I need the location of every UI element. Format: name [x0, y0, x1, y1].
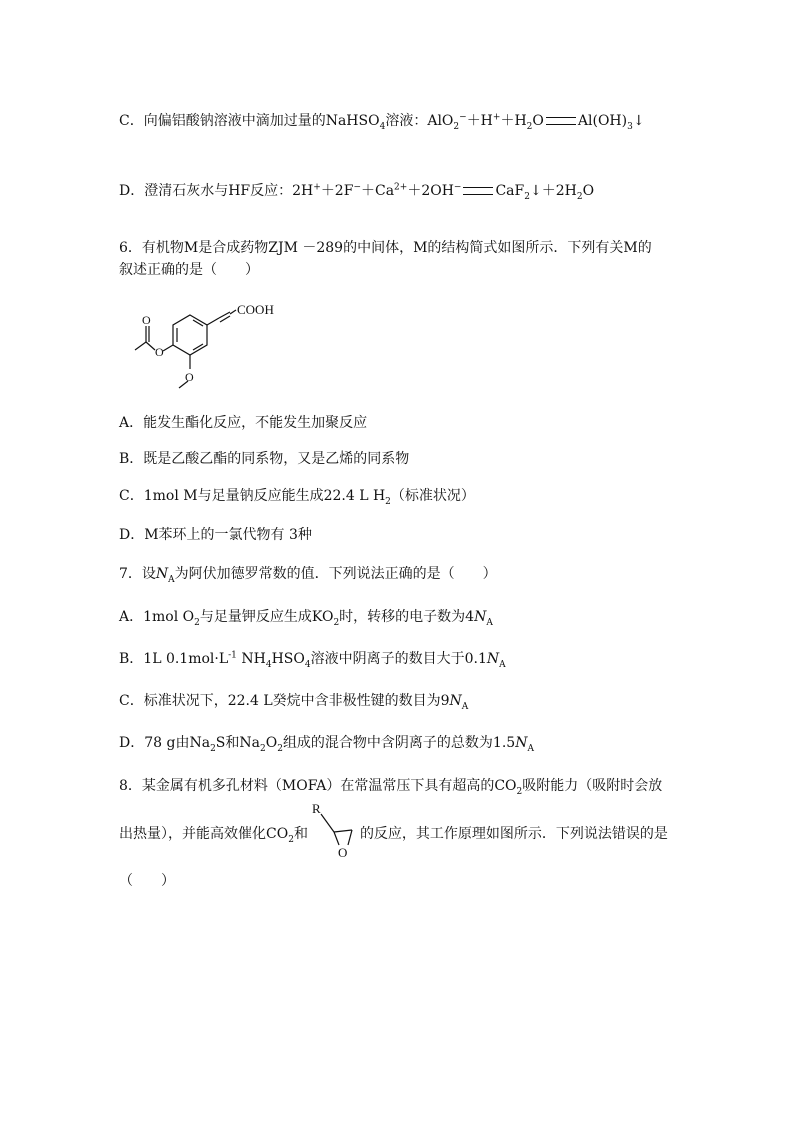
q8-stem-line1: 8．某金属有机多孔材料（MOFA）在常温常压下具有超高的$CO_2$吸附能力（吸附时会放: [119, 778, 663, 797]
q6-stem-line2: 叙述正确的是（ ）: [119, 262, 259, 278]
carbonyl-o-label: O: [142, 313, 151, 327]
q8-stem-line3: （ ）: [119, 873, 175, 889]
q8-stem-line2: 出热量），并能高效催化$CO_2$和 的反应，其工作原理如图所示．下列说法错误的是: [119, 826, 668, 845]
q5-option-d: D．澄清石灰水与HF反应：$2H^++2F^-+Ca^{2+}+2OH^-$ $CaF_2↓+2H_2O$: [119, 182, 595, 202]
epoxide-o-label: O: [338, 845, 348, 860]
equals-arrow-icon: [463, 187, 493, 195]
q7-option-d: D．78 g由$Na_2S$和$Na_2O_2$组成的混合物中含阴离子的总数为$1.5N_A$: [119, 735, 534, 754]
q7-option-a: A．1mol $O_2$与足量钾反应生成$KO_2$时，转移的电子数为$4N_A$: [119, 609, 493, 628]
q7-option-c: C．标准状况下，22.4 L癸烷中含非极性键的数目为$9N_A$: [119, 693, 469, 712]
q6-option-a: A．能发生酯化反应，不能发生加聚反应: [119, 415, 368, 431]
ester-o-label: O: [155, 345, 164, 359]
q5-option-c: C．向偏铝酸钠溶液中滴加过量的NaHSO$_4$溶液：$AlO_2^-+H^++H_2O$ $Al(OH)_3↓$: [119, 112, 645, 132]
equals-arrow-icon: [546, 117, 576, 125]
epoxide-r-label: R: [312, 801, 321, 816]
epoxide-structure-diagram: [310, 800, 366, 862]
q6-structure-diagram: [122, 295, 292, 395]
q6-option-d: D．M苯环上的一氯代物有 3种: [119, 527, 312, 543]
q6-option-b: B．既是乙酸乙酯的同系物，又是乙烯的同系物: [119, 451, 410, 467]
q7-stem: 7．设$N_A$为阿伏加德罗常数的值．下列说法正确的是（ ）: [119, 566, 497, 585]
q6-option-c: C．1mol M与足量钠反应能生成22.4 L $H_2$（标准状况）: [119, 488, 475, 507]
methoxy-o-label: O: [185, 370, 194, 384]
q7-option-b: B．1L $0.1mol\cdot L^{-1}$ $NH_4HSO_4$溶液中阴离子的数目大于$0.1N_A$: [119, 650, 506, 670]
q6-stem-line1: 6．有机物M是合成药物ZJM －289的中间体，M的结构简式如图所示．下列有关M的: [119, 240, 652, 256]
cooh-label: COOH: [237, 302, 274, 317]
